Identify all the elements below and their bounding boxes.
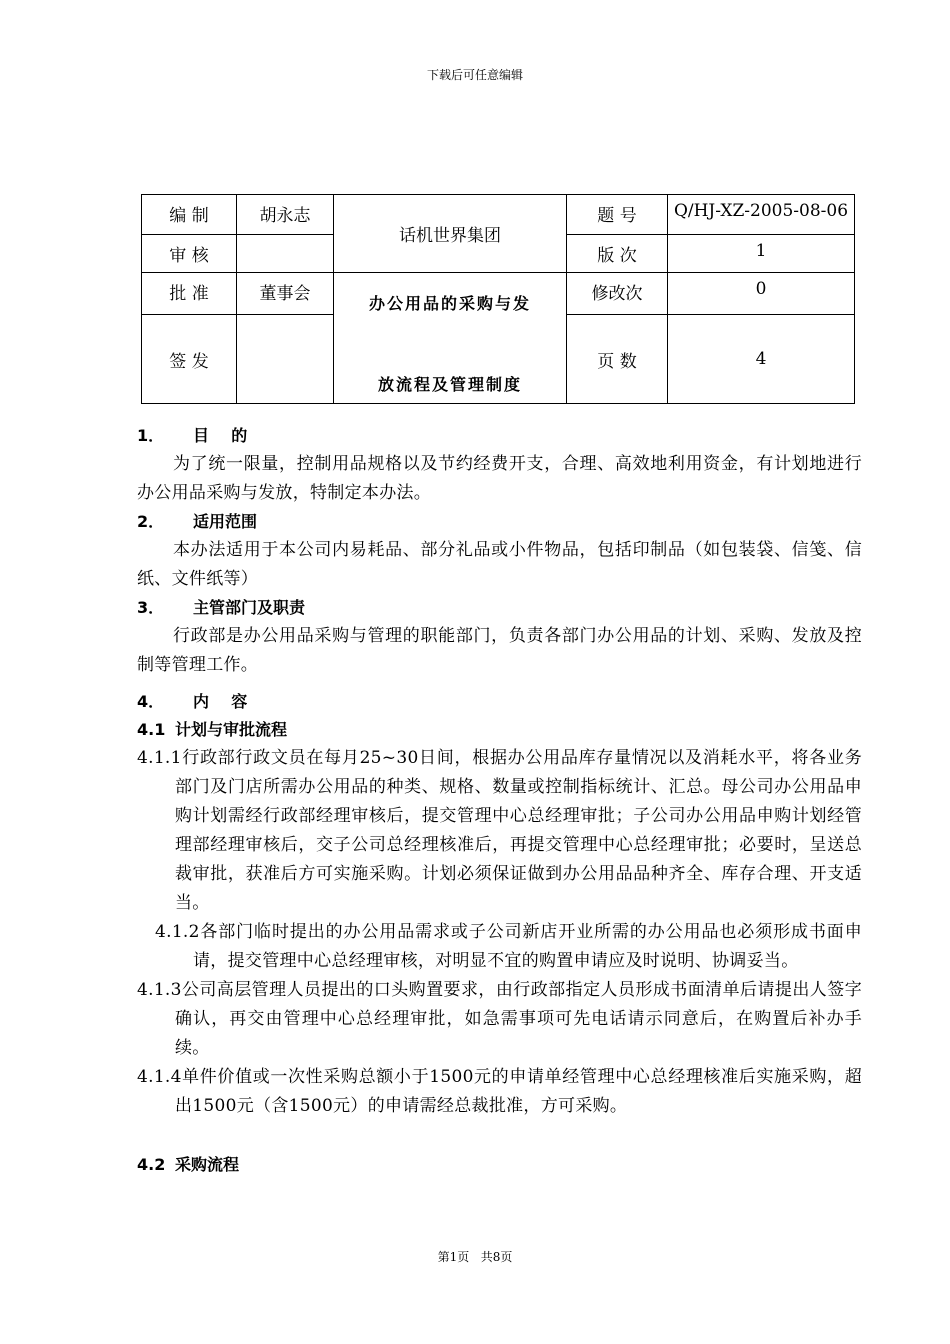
page-footer: 第1页 共8页: [437, 1250, 513, 1264]
subsection-number: 4.1: [137, 720, 166, 739]
clause-text: 行政部行政文员在每月25~30日间，根据办公用品库存量情况以及消耗水平，将各业务部门及门店所需办公用品的种类、规格、数量或控制指标统计、汇总。母公司办公用品申购计划需经行政部经理审核后，提交管理中心总经理审批；子公司办公用品申购计划经管理部经理审核后，交子公司总经理核准后，再提交管理中心总经理审批；必要时，呈送总裁审批，获准后方可实施采购。计划必须保证做到办公用品品种齐全、库存合理、开支适当。: [175, 748, 862, 913]
clause-4-1-1: [137, 744, 862, 918]
value-version: 1: [668, 235, 855, 273]
section-body-responsibility: 行政部是办公用品采购与管理的职能部门，负责各部门办公用品的计划、采购、发放及控制等管理工作。: [137, 626, 862, 675]
clause-4-1-2: [137, 918, 862, 976]
subsection-number: 4.2: [137, 1155, 166, 1174]
section-body-purpose: 为了统一限量，控制用品规格以及节约经费开支，合理、高效地利用资金，有计划地进行办公用品采购与发放，特制定本办法。: [137, 454, 862, 503]
label-version: 版 次: [567, 235, 668, 273]
document-title-line2: 放流程及管理制度: [377, 375, 522, 394]
label-revision: 修改次: [567, 273, 668, 315]
section-heading-scope: [137, 508, 862, 536]
label-reviewed-by: 审 核: [142, 235, 237, 273]
section-heading-responsibility: [137, 594, 862, 622]
section-title: 主管部门及职责: [193, 598, 306, 617]
value-page-count: 4: [668, 315, 855, 404]
section-number: 3．: [137, 598, 165, 617]
clause-text: 单件价值或一次性采购总额小于1500元的申请单经管理中心总经理核准后实施采购，超出1500元（含1500元）的申请需经总裁批准，方可采购。: [175, 1067, 862, 1116]
subsection-heading-procurement: [137, 1151, 862, 1179]
section-heading-content: [137, 688, 862, 716]
section-title: 适用范围: [193, 512, 258, 531]
label-issued-by: 签 发: [142, 315, 237, 404]
clause-4-1-4: [137, 1063, 862, 1121]
clause-text: 各部门临时提出的办公用品需求或子公司新店开业所需的办公用品也必须形成书面申请，提交管理中心总经理审核，对明显不宜的购置申请应及时说明、协调妥当。: [193, 922, 862, 971]
section-title: 目 的: [193, 426, 248, 445]
clause-4-1-3: [137, 976, 862, 1063]
label-approved-by: 批 准: [142, 273, 237, 315]
subsection-title: 采购流程: [175, 1155, 240, 1174]
section-number: 2．: [137, 512, 165, 531]
value-compiled-by: 胡永志: [237, 195, 334, 235]
clause-number: 4.1.2: [155, 922, 200, 942]
label-page-count: 页 数: [567, 315, 668, 404]
document-title: [334, 273, 567, 404]
value-issued-by: [237, 315, 334, 404]
section-number: 1．: [137, 426, 165, 445]
document-title-line1: 办公用品的采购与发: [368, 294, 531, 313]
clause-number: 4.1.3: [137, 980, 182, 1000]
clause-number: 4.1.1: [137, 748, 182, 768]
section-title: 内 容: [193, 692, 248, 711]
subsection-title: 计划与审批流程: [175, 720, 288, 739]
subsection-heading-planning: [137, 716, 862, 744]
document-info-table: [141, 194, 855, 404]
value-doc-number: Q/HJ-XZ-2005-08-06: [668, 195, 855, 235]
header-note: 下载后可任意编辑: [426, 68, 523, 82]
section-number: 4．: [137, 692, 165, 711]
label-doc-number: 题 号: [567, 195, 668, 235]
value-revision: 0: [668, 273, 855, 315]
value-approved-by: 董事会: [237, 273, 334, 315]
document-body: [137, 422, 862, 1179]
section-body-scope: 本办法适用于本公司内易耗品、部分礼品或小件物品，包括印制品（如包装袋、信笺、信纸、文件纸等）: [137, 540, 862, 589]
clause-number: 4.1.4: [137, 1067, 182, 1087]
label-compiled-by: 编 制: [142, 195, 237, 235]
value-reviewed-by: [237, 235, 334, 273]
clause-text: 公司高层管理人员提出的口头购置要求，由行政部指定人员形成书面清单后请提出人签字确认，再交由管理中心总经理审批，如急需事项可先电话请示同意后，在购置后补办手续。: [175, 980, 862, 1058]
section-heading-purpose: [137, 422, 862, 450]
company-name: 话机世界集团: [334, 195, 567, 273]
